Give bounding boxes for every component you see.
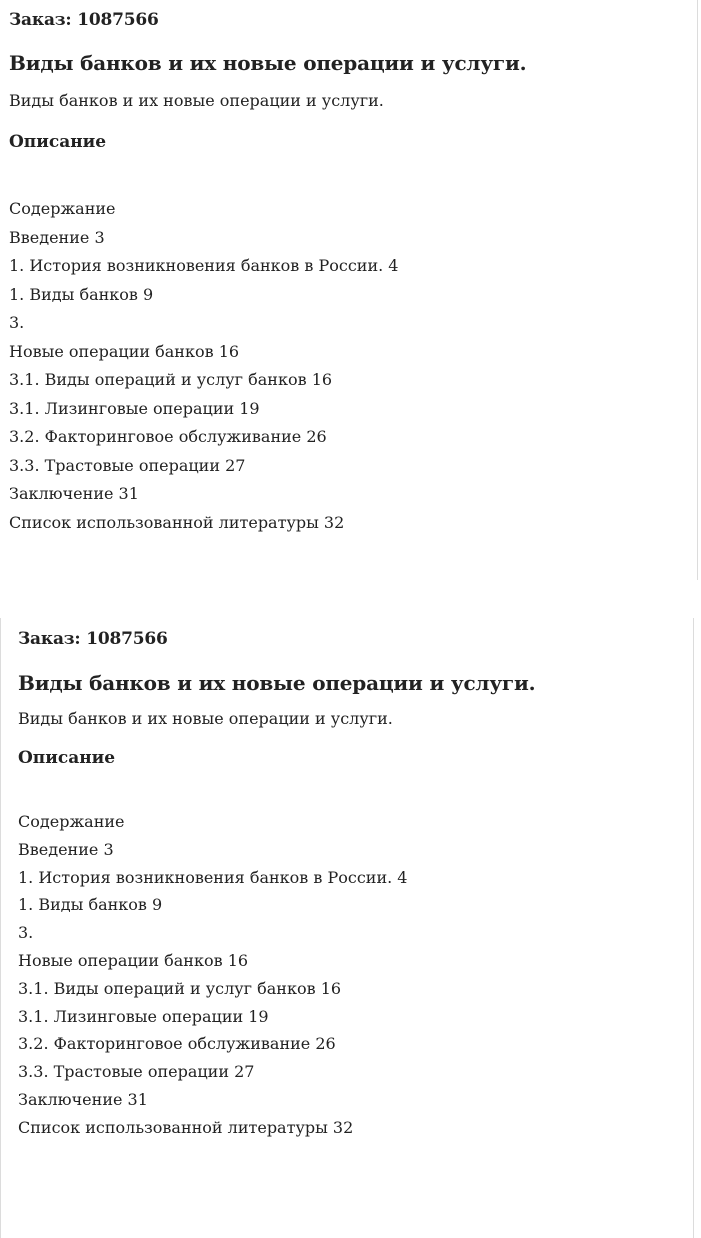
toc-item: 3.2. Факторинговое обслуживание 26 — [9, 427, 327, 446]
toc-item: 1. История возникновения банков в России. 4 — [9, 256, 399, 275]
order-card-duplicate — [0, 618, 694, 1238]
toc-item: 3.3. Трастовые операции 27 — [18, 1062, 255, 1082]
table-of-contents — [9, 195, 398, 537]
toc-item: Заключение 31 — [9, 484, 139, 503]
toc-item: Новые операции банков 16 — [9, 341, 240, 361]
toc-item: 3.3. Трастовые операции 27 — [9, 455, 246, 475]
description-heading: Описание — [9, 132, 107, 152]
toc-item: Список использованной литературы 32 — [18, 1117, 354, 1137]
order-card — [0, 0, 698, 580]
toc-item: 3.1. Лизинговые операции 19 — [9, 398, 260, 418]
toc-item: Введение 3 — [9, 227, 105, 247]
order-number: Заказ: 1087566 — [9, 10, 159, 30]
product-subtitle: Виды банков и их новые операции и услуги. — [18, 709, 393, 728]
toc-item: Список использованной литературы 32 — [9, 512, 345, 532]
toc-item: Содержание — [18, 812, 125, 831]
toc-item: 1. Виды банков 9 — [9, 284, 154, 304]
description-heading: Описание — [18, 748, 116, 768]
toc-item: 3.2. Факторинговое обслуживание 26 — [18, 1034, 336, 1054]
toc-item: 3. — [18, 923, 34, 943]
toc-item: Введение 3 — [18, 839, 114, 859]
toc-item: 3. — [9, 313, 25, 332]
toc-item: Содержание — [9, 199, 116, 218]
table-of-contents — [18, 808, 407, 1142]
toc-item: 3.1. Виды операций и услуг банков 16 — [18, 978, 342, 998]
product-title: Виды банков и их новые операции и услуги. — [18, 671, 536, 695]
order-number: Заказ: 1087566 — [18, 629, 168, 649]
toc-item: 3.1. Лизинговые операции 19 — [18, 1006, 269, 1026]
toc-item: 3.1. Виды операций и услуг банков 16 — [9, 370, 333, 389]
product-title: Виды банков и их новые операции и услуги. — [9, 51, 527, 75]
toc-item: Новые операции банков 16 — [18, 950, 249, 970]
toc-item: 1. Виды банков 9 — [18, 895, 163, 915]
toc-item: 1. История возникновения банков в России. 4 — [18, 867, 408, 887]
product-subtitle: Виды банков и их новые операции и услуги. — [9, 91, 384, 110]
toc-item: Заключение 31 — [18, 1089, 148, 1109]
